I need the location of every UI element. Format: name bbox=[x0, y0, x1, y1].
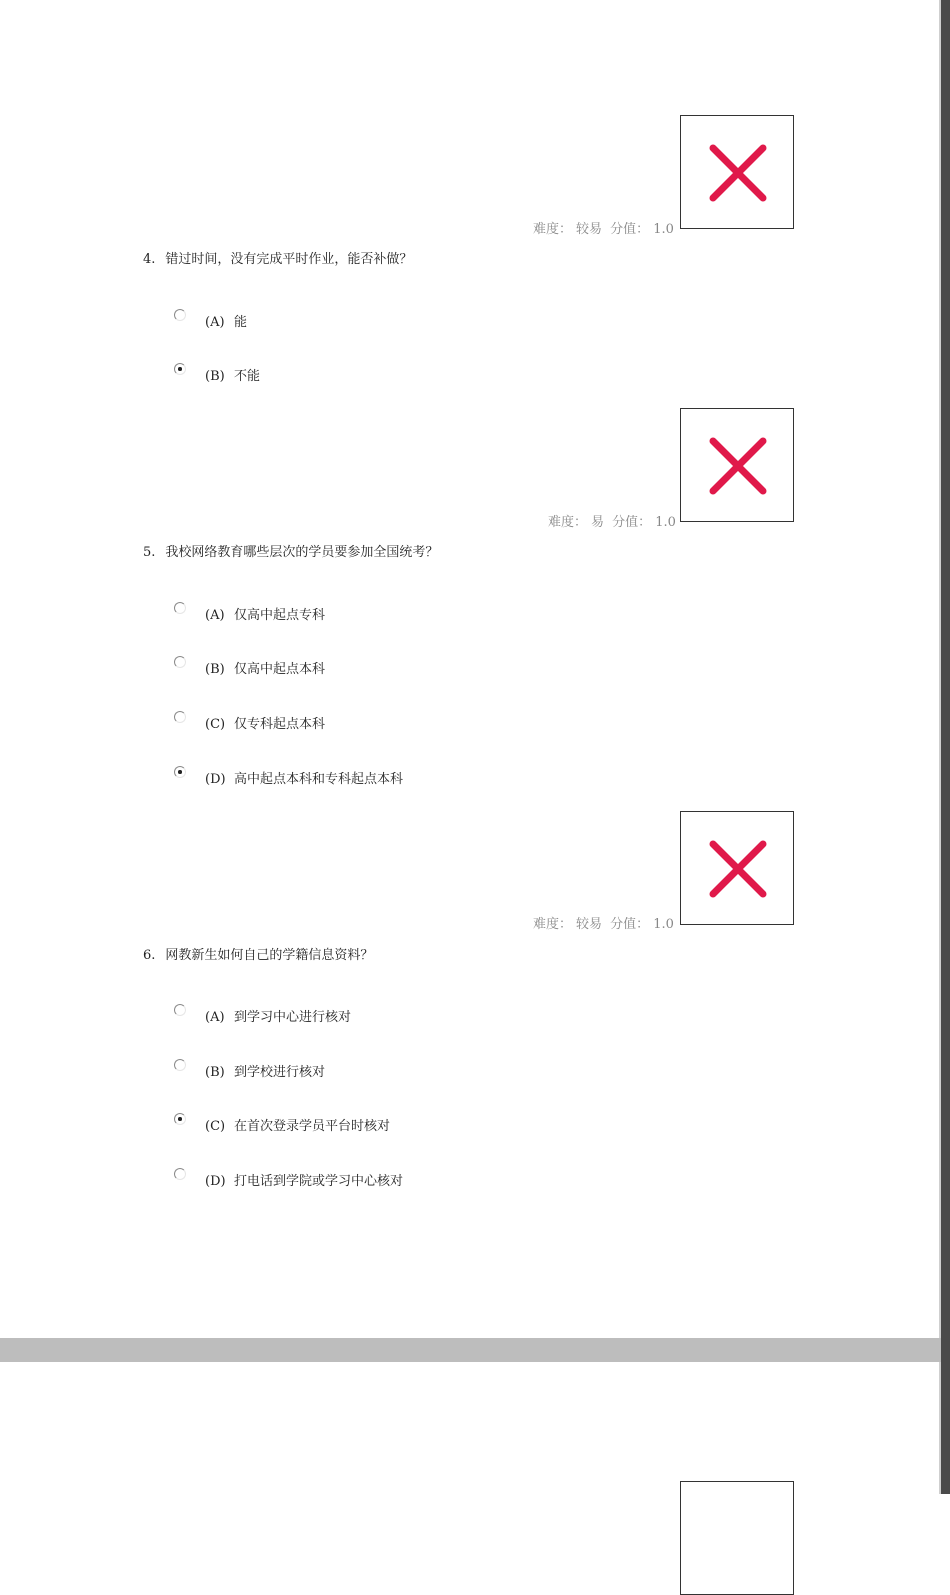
option-radio[interactable] bbox=[174, 656, 186, 668]
score-label: 分值： bbox=[612, 515, 652, 530]
question-text: 错过时间，没有完成平时作业，能否补做？ bbox=[165, 252, 413, 267]
option-radio[interactable] bbox=[174, 766, 186, 778]
option-letter: (B) bbox=[205, 662, 225, 677]
option-radio[interactable] bbox=[174, 711, 186, 723]
difficulty-label: 难度： bbox=[548, 515, 588, 530]
score-value: 1.0 bbox=[653, 917, 674, 932]
question-title bbox=[143, 541, 438, 560]
question-meta bbox=[548, 511, 680, 530]
option-text: 不能 bbox=[234, 369, 261, 384]
option-letter: (D) bbox=[205, 772, 226, 787]
wrong-cross-icon bbox=[708, 436, 768, 496]
option-letter: (A) bbox=[205, 1010, 225, 1025]
option-letter: (A) bbox=[205, 608, 225, 623]
difficulty-value: 较易 bbox=[576, 917, 603, 932]
option-radio[interactable] bbox=[174, 1059, 186, 1071]
option-text: 高中起点本科和专科起点本科 bbox=[234, 772, 404, 787]
wrong-cross-icon bbox=[708, 143, 768, 203]
option-letter: (B) bbox=[205, 369, 225, 384]
result-mark-box bbox=[680, 811, 794, 925]
question-meta bbox=[533, 218, 678, 237]
option-letter: (C) bbox=[205, 1119, 226, 1134]
question-number: 6. bbox=[143, 948, 156, 963]
wrong-cross-icon bbox=[708, 839, 768, 899]
question-title bbox=[143, 944, 373, 963]
option-text: 到学校进行核对 bbox=[234, 1065, 326, 1080]
score-label: 分值： bbox=[610, 222, 650, 237]
question-text: 我校网络教育哪些层次的学员要参加全国统考？ bbox=[165, 545, 439, 560]
difficulty-label: 难度： bbox=[533, 917, 573, 932]
result-mark-box bbox=[680, 115, 794, 229]
score-label: 分值： bbox=[610, 917, 650, 932]
option-radio[interactable] bbox=[174, 602, 186, 614]
option-letter: (A) bbox=[205, 315, 225, 330]
difficulty-value: 易 bbox=[591, 515, 605, 530]
option-letter: (C) bbox=[205, 717, 226, 732]
difficulty-label: 难度： bbox=[533, 222, 573, 237]
option-text: 到学习中心进行核对 bbox=[234, 1010, 352, 1025]
option-text: 打电话到学院或学习中心核对 bbox=[234, 1174, 404, 1189]
question-meta bbox=[533, 913, 678, 932]
question-title bbox=[143, 248, 412, 267]
option-letter: (D) bbox=[205, 1174, 226, 1189]
option-text: 能 bbox=[234, 315, 248, 330]
question-text: 网教新生如何自己的学籍信息资料？ bbox=[165, 948, 374, 963]
page-separator bbox=[0, 1338, 941, 1362]
option-radio[interactable] bbox=[174, 1113, 186, 1125]
option-letter: (B) bbox=[205, 1065, 225, 1080]
result-mark-box bbox=[680, 1481, 794, 1595]
option-radio[interactable] bbox=[174, 1168, 186, 1180]
page-edge-shadow bbox=[941, 0, 950, 1494]
option-radio[interactable] bbox=[174, 309, 186, 321]
option-radio[interactable] bbox=[174, 363, 186, 375]
option-text: 在首次登录学员平台时核对 bbox=[234, 1119, 391, 1134]
result-mark-box bbox=[680, 408, 794, 522]
difficulty-value: 较易 bbox=[576, 222, 603, 237]
option-text: 仅专科起点本科 bbox=[234, 717, 326, 732]
option-text: 仅高中起点专科 bbox=[234, 608, 326, 623]
option-text: 仅高中起点本科 bbox=[234, 662, 326, 677]
question-number: 4. bbox=[143, 252, 156, 267]
score-value: 1.0 bbox=[653, 222, 674, 237]
score-value: 1.0 bbox=[655, 515, 676, 530]
question-number: 5. bbox=[143, 545, 156, 560]
option-radio[interactable] bbox=[174, 1004, 186, 1016]
